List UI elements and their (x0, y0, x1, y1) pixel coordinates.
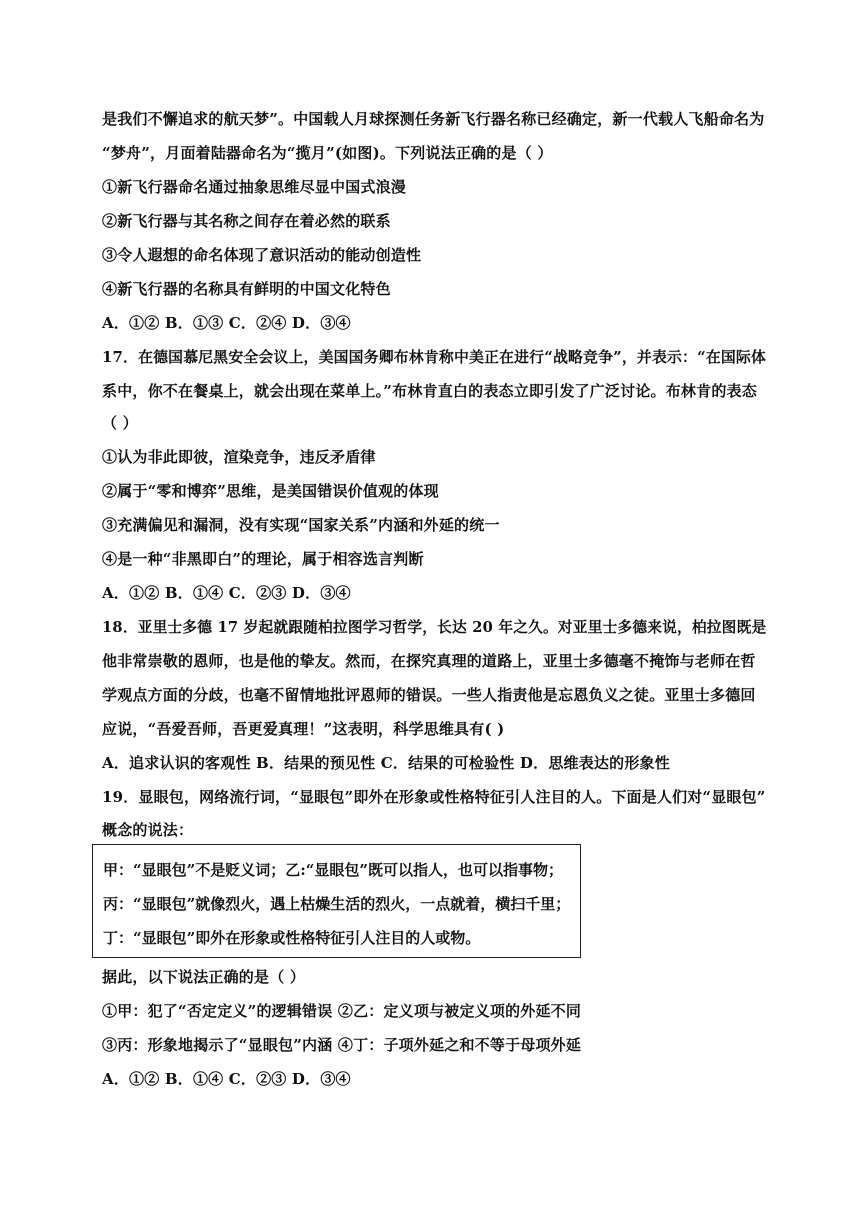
q16-item-2: ②新飞行器与其名称之间存在着必然的联系 (102, 212, 391, 230)
q16-item-1: ①新飞行器命名通过抽象思维尽显中国式浪漫 (102, 178, 407, 196)
q17-stem-line-3: （ ） (102, 414, 138, 432)
q18-stem-line-2: 他非常崇敬的恩师，也是他的挚友。然而，在探究真理的道路上，亚里士多德毫不掩饰与老师在哲 (102, 652, 756, 670)
q16-item-3: ③令人遐想的命名体现了意识活动的能动创造性 (102, 246, 422, 264)
q17-options: A．①② B．①④ C．②③ D．③④ (102, 584, 351, 602)
q19-definition-box (92, 844, 581, 958)
q19-stem-line-2: 概念的说法： (102, 821, 194, 839)
q17-stem-line-1: 17．在德国慕尼黑安全会议上，美国国务卿布林肯称中美正在进行“战略竞争”，并表示：“在国际体 (102, 348, 766, 366)
q16-item-4: ④新飞行器的名称具有鲜明的中国文化特色 (102, 280, 391, 298)
q18-stem-line-4: 应说，“吾爱吾师，吾更爱真理！”这表明，科学思维具有( ) (102, 720, 505, 738)
q16-stem-line-2: “梦舟”，月面着陆器命名为“揽月”(如图)。下列说法正确的是（ ） (102, 144, 553, 162)
q19-items-row-1: ①甲：犯了“否定定义”的逻辑错误 ②乙：定义项与被定义项的外延不同 (102, 1002, 582, 1020)
q17-item-3: ③充满偏见和漏洞，没有实现“国家关系”内涵和外延的统一 (102, 516, 500, 534)
q19-after-box: 据此，以下说法正确的是（ ） (102, 968, 306, 986)
q17-item-2: ②属于“零和博弈”思维，是美国错误价值观的体现 (102, 482, 439, 500)
q16-stem-line-1: 是我们不懈追求的航天梦”。中国载人月球探测任务新飞行器名称已经确定，新一代载人飞船命名为 (102, 110, 765, 128)
q19-box-line-3: 丁：“显眼包”即外在形象或性格特征引人注目的人或物。 (103, 929, 481, 947)
q17-stem-line-2: 系中，你不在餐桌上，就会出现在菜单上。”布林肯直白的表态立即引发了广泛讨论。布林肯的表态 (102, 382, 757, 400)
q17-item-1: ①认为非此即彼，渲染竞争，违反矛盾律 (102, 448, 376, 466)
q19-stem-line-1: 19．显眼包，网络流行词，“显眼包”即外在形象或性格特征引人注目的人。下面是人们对“显眼包” (102, 788, 766, 806)
q19-box-line-2: 丙：“显眼包”就像烈火，遇上枯燥生活的烈火，一点就着，横扫千里； (103, 895, 571, 913)
q17-item-4: ④是一种“非黑即白”的理论，属于相容选言判断 (102, 550, 424, 568)
q18-stem-line-3: 学观点方面的分歧，也毫不留情地批评恩师的错误。一些人指责他是忘恩负义之徒。亚里士多德回 (102, 686, 756, 704)
q18-options: A．追求认识的客观性 B．结果的预见性 C．结果的可检验性 D．思维表达的形象性 (102, 754, 670, 772)
q19-options: A．①② B．①④ C．②③ D．③④ (102, 1070, 351, 1088)
q16-options: A．①② B．①③ C．②④ D．③④ (102, 314, 351, 332)
q19-box-line-1: 甲：“显眼包”不是贬义词；乙:“显眼包”既可以指人，也可以指事物； (103, 861, 564, 879)
q19-items-row-2: ③丙：形象地揭示了“显眼包”内涵 ④丁：子项外延之和不等于母项外延 (102, 1036, 582, 1054)
q18-stem-line-1: 18．亚里士多德 17 岁起就跟随柏拉图学习哲学，长达 20 年之久。对亚里士多德来说，柏拉图既是 (102, 618, 767, 636)
